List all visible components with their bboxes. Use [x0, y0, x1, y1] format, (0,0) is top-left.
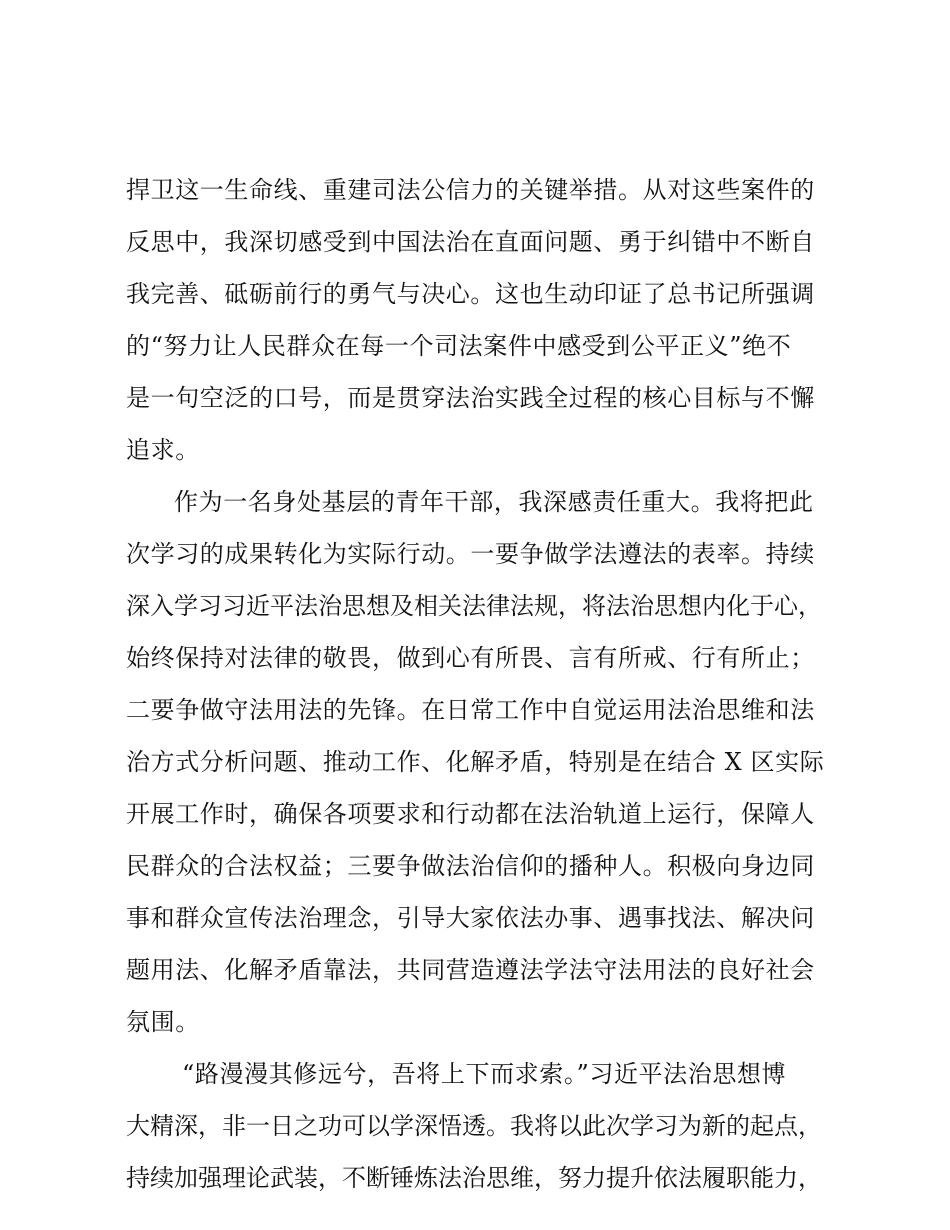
text-line: 事和群众宣传法治理念，引导大家依法办事、遇事找法、解决问: [126, 904, 815, 932]
text-line: 的“努力让人民群众在每一个司法案件中感受到公平正义”绝不: [126, 332, 792, 360]
text-line: 捍卫这一生命线、重建司法公信力的关键举措。从对这些案件的: [126, 176, 815, 204]
text-line: 二要争做守法用法的先锋。在日常工作中自觉运用法治思维和法: [126, 696, 815, 724]
text-line: 氛围。: [126, 1008, 200, 1036]
text-line: 治方式分析问题、推动工作、化解矛盾，特别是在结合 X 区实际: [126, 748, 825, 776]
document-body: [126, 164, 826, 1204]
text-line: 持续加强理论武装，不断锤炼法治思维，努力提升依法履职能力，: [126, 1164, 822, 1192]
text-line: 次学习的成果转化为实际行动。一要争做学法遵法的表率。持续: [126, 540, 815, 568]
text-line: 追求。: [126, 436, 200, 464]
text-line: 反思中，我深切感受到中国法治在直面问题、勇于纠错中不断自: [126, 228, 815, 256]
text-line: 我完善、砥砺前行的勇气与决心。这也生动印证了总书记所强调: [126, 280, 815, 308]
text-line: 民群众的合法权益；三要争做法治信仰的播种人。积极向身边同: [126, 852, 815, 880]
text-line: 深入学习习近平法治思想及相关法律法规，将法治思想内化于心，: [126, 592, 822, 620]
text-line: 大精深，非一日之功可以学深悟透。我将以此次学习为新的起点，: [126, 1112, 822, 1140]
paragraph-start-line: 作为一名身处基层的青年干部，我深感责任重大。我将把此: [174, 488, 814, 516]
text-line: 题用法、化解矛盾靠法，共同营造遵法学法守法用法的良好社会: [126, 956, 815, 984]
text-line: 始终保持对法律的敬畏，做到心有所畏、言有所戒、行有所止；: [126, 644, 815, 672]
text-line: 开展工作时，确保各项要求和行动都在法治轨道上运行，保障人: [126, 800, 815, 828]
text-line: 是一句空泛的口号，而是贯穿法治实践全过程的核心目标与不懈: [126, 384, 815, 412]
paragraph-start-line: “路漫漫其修远兮，吾将上下而求索。”习近平法治思想博: [182, 1060, 787, 1088]
